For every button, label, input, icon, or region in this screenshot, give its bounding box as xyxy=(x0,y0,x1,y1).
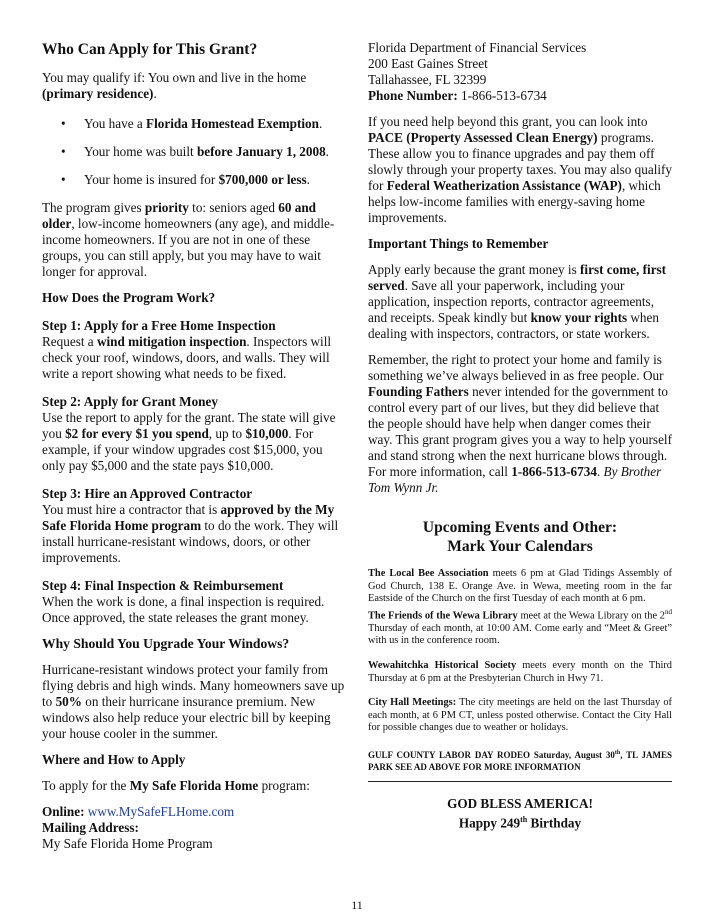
step1-text: Request a wind mitigation inspection. Inspectors will check your roof, windows, doors, and walls. They will write a report showing what needs to be fixed. xyxy=(42,334,332,381)
pace-paragraph: If you need help beyond this grant, you can look into PACE (Property Assessed Clean Energy) programs. These allow you to finance upgrades and pay them off slowly through your property taxes. You may also qualify for Federal Weatherization Assistance (WAP), which helps low-income families with energy-saving home improvements. xyxy=(368,114,673,225)
phone-line: Phone Number: 1-866-513-6734 xyxy=(368,88,547,103)
bless-line: GOD BLESS AMERICA! xyxy=(447,796,593,811)
website-link[interactable]: www.MySafeFLHome.com xyxy=(87,804,235,819)
where-heading: Where and How to Apply xyxy=(42,752,186,767)
important-heading: Important Things to Remember xyxy=(368,236,549,251)
step4-heading: Step 4: Final Inspection & Reimbursement xyxy=(42,578,284,593)
apply-text: To apply for the My Safe Florida Home program: xyxy=(42,778,310,793)
qualify-paragraph: You may qualify if: You own and live in the home (primary residence). xyxy=(42,70,307,101)
step2-heading: Step 2: Apply for Grant Money xyxy=(42,394,218,409)
event-item: The Friends of the Wewa Library meet at the Wewa Library on the 2nd Thursday of each month, at 10:00 AM. Come early and “Meet & Greet” with us in the conference room. xyxy=(368,607,672,647)
page-number: 11 xyxy=(351,898,363,912)
events-section xyxy=(368,518,672,831)
important-paragraph: Apply early because the grant money is first come, first served. Save all your paperwork, including your application, inspection reports, contractor agreements, and receipts. Speak kindly but know your rights when dealing with inspectors, contractors, or state workers. xyxy=(368,262,667,341)
why-heading: Why Should You Upgrade Your Windows? xyxy=(42,636,290,651)
eligibility-list xyxy=(42,116,348,188)
list-item: • Your home is insured for $700,000 or less. xyxy=(42,172,348,188)
priority-paragraph: The program gives priority to: seniors aged 60 and older, low-income homeowners (any age), and middle-income homeowners. If you are not in one of these groups, you can still apply, but you may have to wait longer for approval. xyxy=(42,200,335,279)
event-item: GULF COUNTY LABOR DAY RODEO Saturday, August 30th, TL JAMES PARK SEE AD ABOVE FOR MORE INFORMATION xyxy=(368,750,672,772)
mailing-line: My Safe Florida Home Program xyxy=(42,836,213,851)
right-column xyxy=(368,40,672,831)
step2-text: Use the report to apply for the grant. The state will give you $2 for every $1 you spend, up to $10,000. For example, if your window upgrades cost $15,000, you only pay $5,000 and the state pays $10,000. xyxy=(42,410,336,473)
address-line: Florida Department of Financial Services xyxy=(368,40,587,55)
online-line: Online: www.MySafeFLHome.com xyxy=(42,804,235,819)
why-text: Hurricane-resistant windows protect your family from flying debris and high winds. Many homeowners save up to 50% on their hurricane insurance premium. New windows also help reduce your electric bill by keeping your house cooler in the summer. xyxy=(42,662,345,741)
event-item: Wewahitchka Historical Society meets every month on the Third Thursday at 6 pm at the Presbyterian Church in Hwy 71. xyxy=(368,660,672,684)
divider xyxy=(368,781,672,782)
step1-heading: Step 1: Apply for a Free Home Inspection xyxy=(42,318,276,333)
step4-text: When the work is done, a final inspection is required. Once approved, the state releases the grant money. xyxy=(42,594,325,625)
list-item: • Your home was built before January 1, 2008. xyxy=(42,144,348,160)
mailing-label: Mailing Address: xyxy=(42,820,139,835)
event-item: The Local Bee Association meets 6 pm at Glad Tidings Assembly of God Church, 138 E. Orange Ave. in Wewa, meeting room in the far Eastside of the Church on the first Tuesday of each month at 6 pm. xyxy=(368,568,672,605)
left-column xyxy=(42,40,348,852)
birthday-line: Happy 249th Birthday xyxy=(458,815,582,831)
events-heading: Upcoming Events and Other: xyxy=(422,519,618,536)
step3-heading: Step 3: Hire an Approved Contractor xyxy=(42,486,253,501)
address-line: Tallahassee, FL 32399 xyxy=(368,72,487,87)
grant-eligibility-heading: Who Can Apply for This Grant? xyxy=(42,41,258,58)
list-item: • You have a Florida Homestead Exemption. xyxy=(42,116,348,132)
address-line: 200 East Gaines Street xyxy=(368,56,488,71)
step3-text: You must hire a contractor that is approved by the My Safe Florida Home program to do the work. They will install hurricane-resistant windows, doors, or other improvements. xyxy=(42,502,339,565)
event-item: City Hall Meetings: The city meetings are held on the last Thursday of each month, at 6 PM CT, unless posted otherwise. Contact the City Hall for possible changes due to weather or holidays. xyxy=(368,697,672,734)
remember-paragraph: Remember, the right to protect your home and family is something we’ve always believed in as free people. Our Founding Fathers never intended for the government to control every part of our lives, but they did believe that the people should have help when danger comes their way. This grant program gives you a way to help yourself and stand strong when the next hurricane blows through. For more information, call 1-866-513-6734. By Brother Tom Wynn Jr. xyxy=(368,352,672,495)
events-subheading: Mark Your Calendars xyxy=(447,538,593,555)
how-heading: How Does the Program Work? xyxy=(42,290,216,305)
